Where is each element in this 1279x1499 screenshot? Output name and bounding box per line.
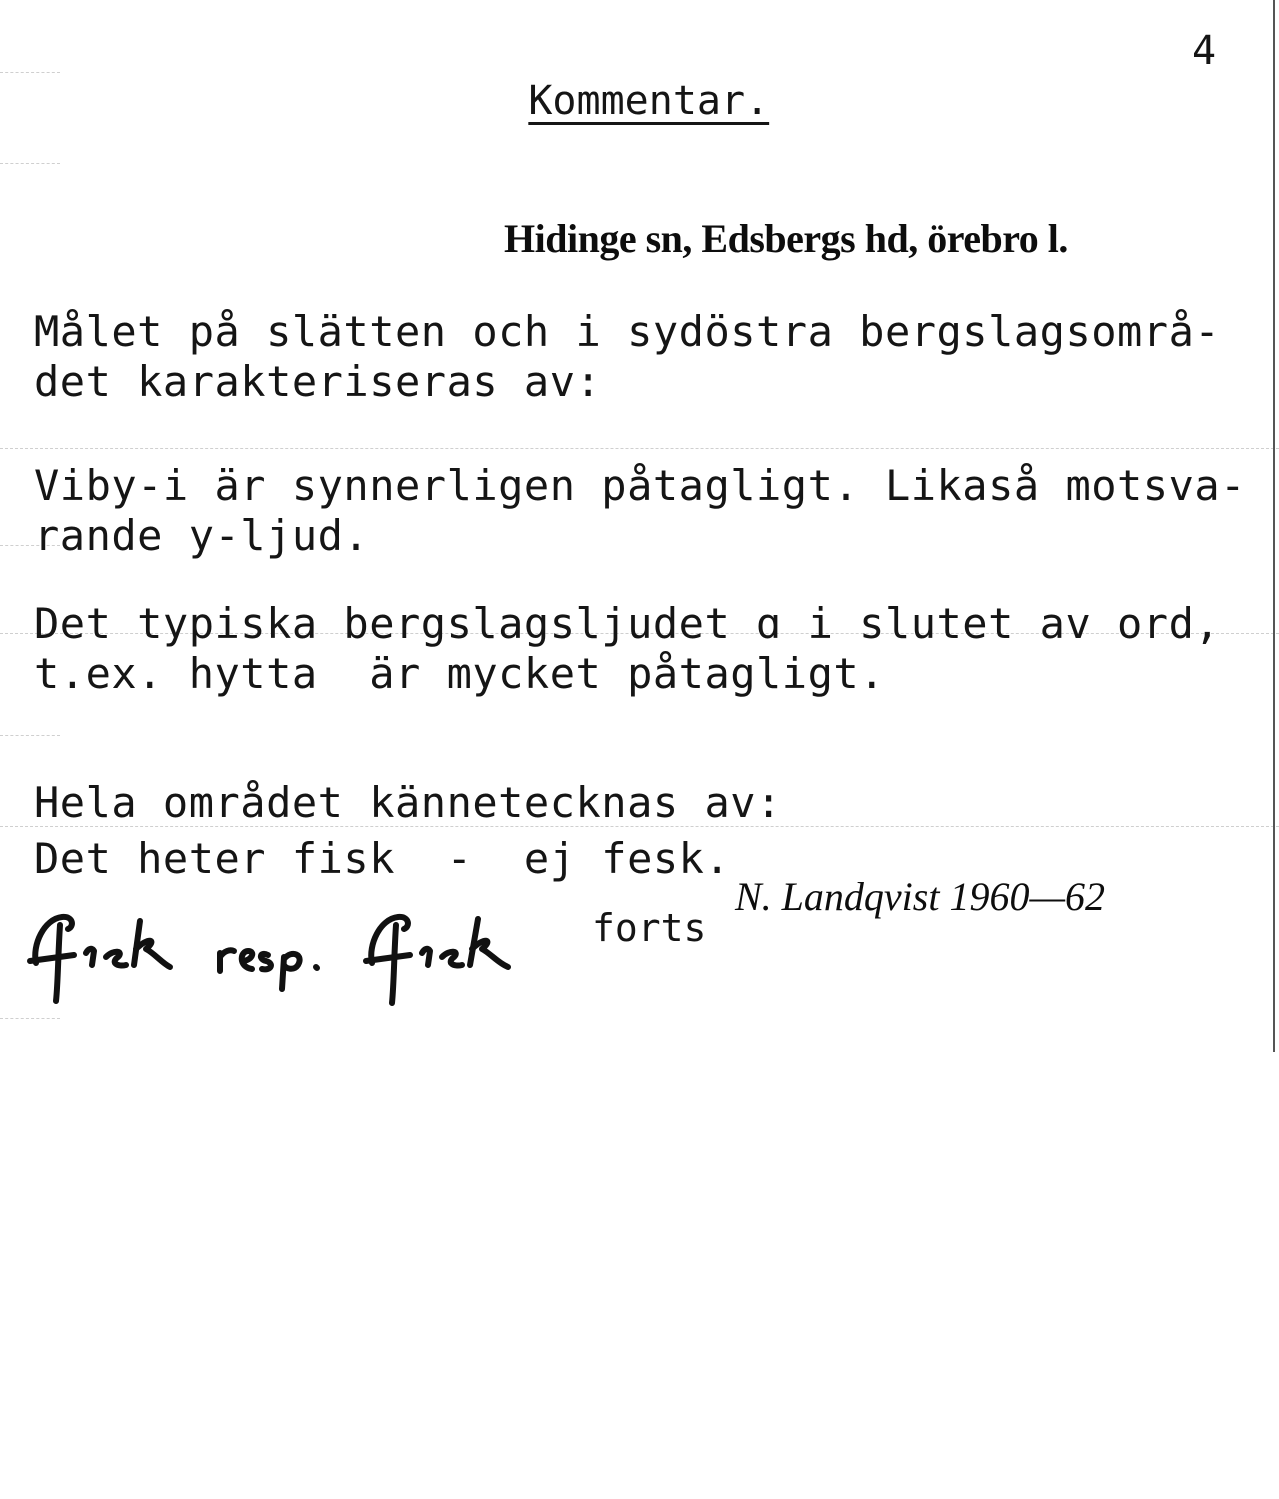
ruled-line — [0, 735, 60, 736]
page-number: 4 — [1192, 28, 1217, 74]
card-edge-line — [1273, 0, 1275, 1052]
handwriting-strokes — [22, 905, 562, 1015]
ruled-line — [0, 72, 60, 73]
ruled-line — [0, 448, 1279, 449]
ruled-line — [0, 163, 60, 164]
paragraph-4-line-1: Hela området kännetecknas av: — [34, 778, 782, 827]
paragraph-3-line-1: Det typiska bergslagsljudet ɑ i slutet av ord, — [34, 599, 1221, 648]
ruled-line — [0, 1018, 60, 1019]
paragraph-1-line-1: Målet på slätten och i sydöstra bergslagsområ- — [34, 307, 1221, 356]
handwritten-note — [22, 905, 562, 1015]
card-heading — [432, 26, 769, 176]
continued-label: forts — [592, 906, 707, 950]
paragraph-4-line-2: Det heter fisk - ej fesk. — [34, 834, 731, 883]
author-stamp: N. Landqvist 1960—62 — [735, 874, 1106, 919]
place-stamp: Hidinge sn, Edsbergs hd, örebro l. — [504, 216, 1068, 261]
paragraph-3-line-2: t.ex. hytta är mycket påtagligt. — [34, 649, 885, 698]
paragraph-2-line-1: Viby-i är synnerligen påtagligt. Likaså motsva- — [34, 461, 1246, 510]
card-heading-text: Kommentar. — [528, 78, 770, 124]
paragraph-1-line-2: det karakteriseras av: — [34, 357, 602, 406]
paragraph-2-line-2: rande y-ljud. — [34, 511, 370, 560]
